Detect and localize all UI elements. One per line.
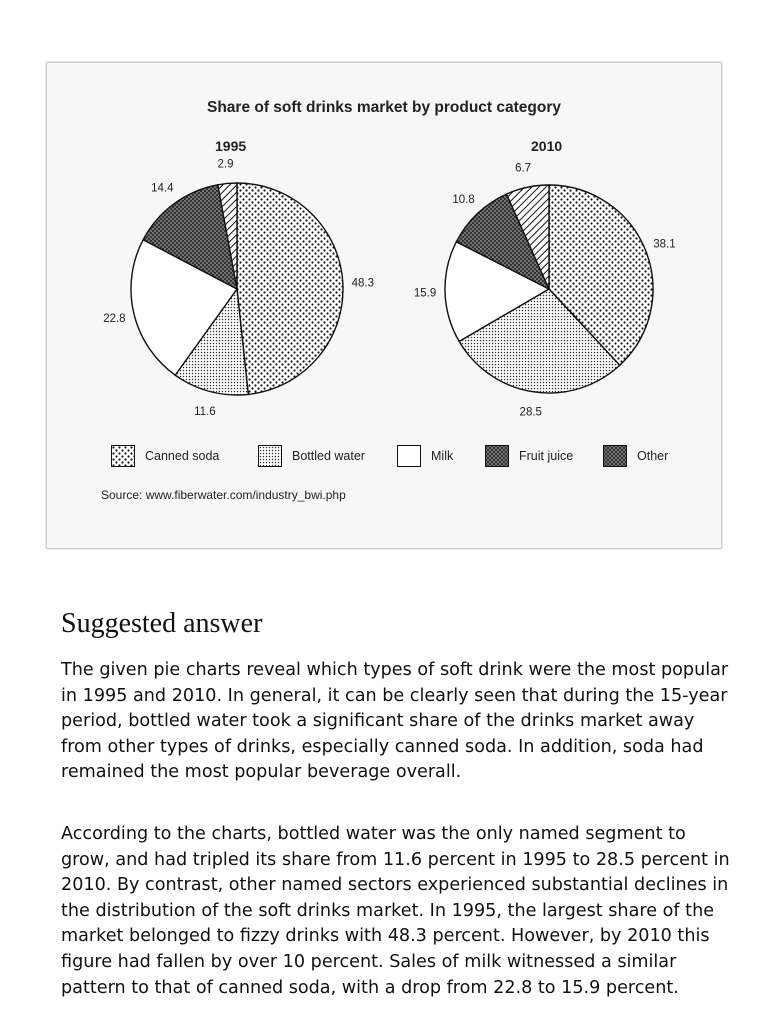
data-label-1995-milk: 22.8	[103, 313, 126, 326]
answer-paragraph-1: The given pie charts reveal which types of soft drink were the most popular in 1995 and 2010. In general, it can be clearly seen that during the 15-year period, bottled water took a significant share of the drinks market away from other types of drinks, especially canned soda. In addition, soda had remained the most popular beverage overall.	[61, 660, 729, 783]
legend-label: Fruit juice	[519, 449, 574, 463]
pie-2010	[445, 185, 653, 393]
chart-source: Source: www.fiberwater.com/industry_bwi.php	[101, 488, 346, 502]
pie-charts	[47, 63, 721, 548]
legend-swatch-other	[603, 445, 627, 467]
legend-item-other	[603, 443, 668, 469]
legend-label: Bottled water	[292, 449, 365, 463]
legend-swatch-milk	[397, 445, 421, 467]
legend-item-fruit-juice	[485, 443, 573, 469]
data-label-2010-other: 6.7	[515, 162, 532, 175]
data-label-1995-fruit-juice: 14.4	[151, 182, 174, 195]
answer-heading: Suggested answer	[61, 608, 263, 639]
data-label-2010-canned-soda: 38.1	[653, 238, 676, 251]
legend-label: Canned soda	[145, 449, 220, 463]
legend-label: Milk	[431, 449, 454, 463]
data-label-1995-canned-soda: 48.3	[351, 277, 375, 290]
year-label-1995: 1995	[215, 138, 247, 154]
legend-item-bottled-water	[258, 443, 365, 469]
data-label-1995-other: 2.9	[217, 158, 234, 171]
legend-swatch-canned-soda	[111, 445, 135, 467]
year-label-2010: 2010	[531, 138, 563, 154]
data-label-1995-bottled-water: 11.6	[194, 405, 216, 418]
pie-1995	[131, 183, 343, 395]
chart-title: Share of soft drinks market by product category	[206, 99, 561, 116]
slice-1995-canned-soda	[237, 183, 343, 394]
data-label-2010-milk: 15.9	[413, 287, 437, 300]
answer-paragraph-2: According to the charts, bottled water was the only named segment to grow, and had tripled its share from 11.6 percent in 1995 to 28.5 percent in 2010. By contrast, other named sectors experienced substantial declines in the distribution of the soft drinks market. In 1995, the largest share of the market belonged to fizzy drinks with 48.3 percent. However, by 2010 this figure had fallen by over 10 percent. Sales of milk witnessed a similar pattern to that of canned soda, with a drop from 22.8 to 15.9 percent.	[61, 824, 730, 998]
legend-swatch-fruit-juice	[485, 445, 509, 467]
chart-legend	[111, 443, 711, 473]
legend-swatch-bottled-water	[258, 445, 282, 467]
legend-label: Other	[637, 449, 669, 463]
data-label-2010-fruit-juice: 10.8	[452, 194, 475, 207]
legend-item-canned-soda	[111, 443, 219, 469]
data-label-2010-bottled-water: 28.5	[519, 406, 542, 419]
chart-card	[46, 62, 722, 549]
legend-item-milk	[397, 443, 453, 469]
